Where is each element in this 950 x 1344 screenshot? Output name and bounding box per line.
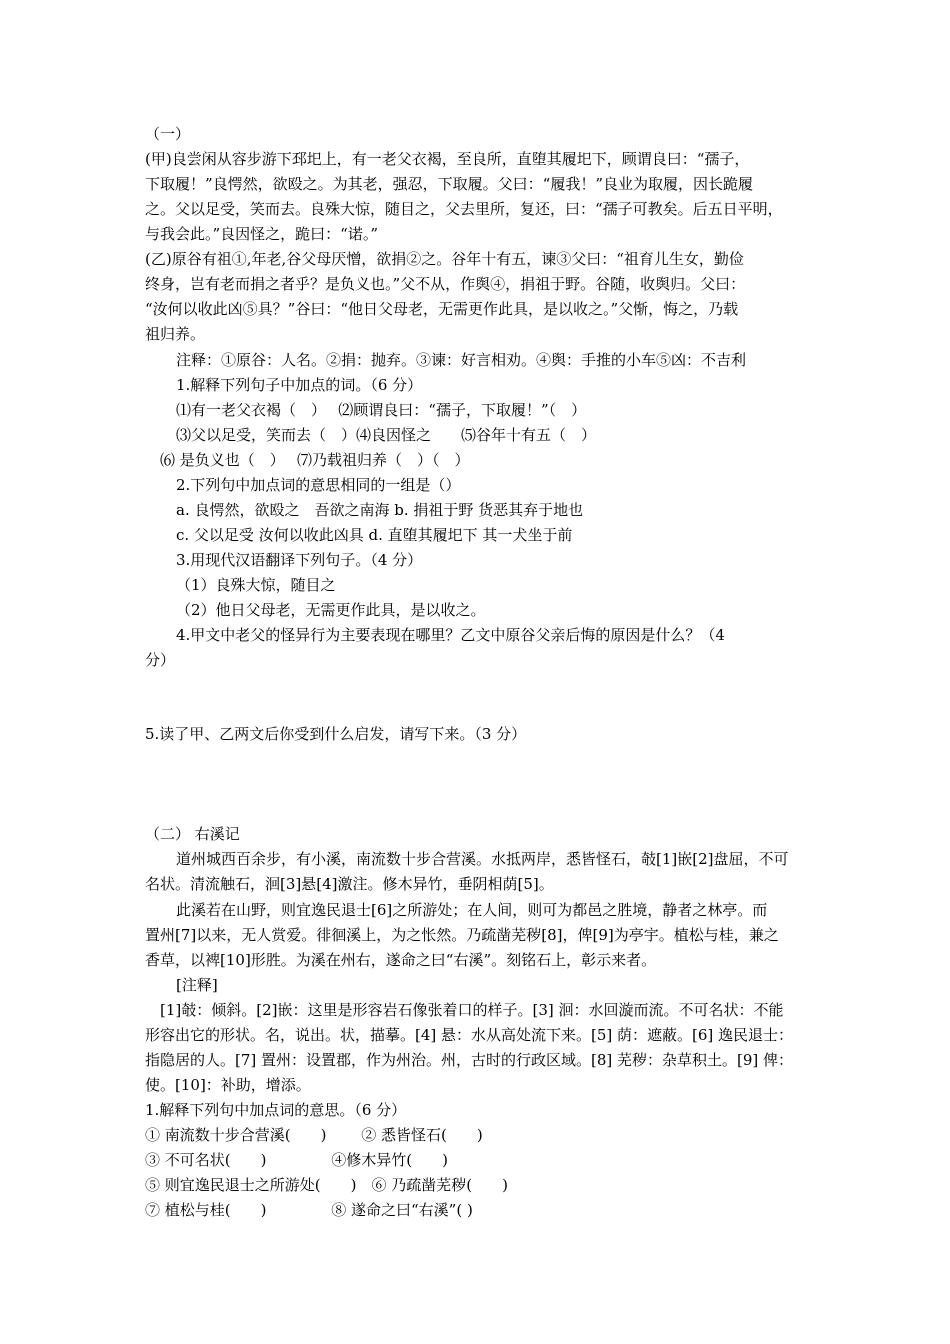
- question-1-row: ⑶父以足受，笑而去（ ）⑷良因怪之 ⑸谷年十有五（ ）: [176, 426, 597, 444]
- question2-1-stem: 1.解释下列句中加点词的意思。（6 分）: [145, 1101, 407, 1119]
- section1-heading: （一）: [145, 125, 191, 143]
- passage-jia-line: 下取履！”良愕然，欲殴之。为其老，强忍，下取履。父曰：“履我！”良业为取履，因长跪履: [145, 175, 754, 193]
- passage-yi-line: 终身，岂有老而捐之者乎？是负义也。”父不从，作舆④，捐祖于野。谷随，收舆归。父曰：: [145, 275, 746, 293]
- passage-yi-line: “汝何以收此凶⑤具？”谷曰：“他日父母老，无需更作此具，是以收之。”父惭，悔之，乃载: [145, 300, 739, 318]
- question-2-stem: 2.下列句中加点词的意思相同的一组是（）: [176, 476, 461, 494]
- question-4-line: 分）: [145, 651, 176, 669]
- question2-1-row: ⑤ 则宜逸民退士之所游处( ) ⑥ 乃疏凿芜秽( ): [145, 1176, 508, 1194]
- question-3-stem: 3.用现代汉语翻译下列句子。（4 分）: [176, 551, 423, 569]
- notes-line: 使。[10]：补助，增添。: [145, 1076, 311, 1094]
- section2-heading: （二） 右溪记: [145, 825, 240, 843]
- question2-1-row: ⑦ 植松与桂( ) ⑧ 遂命之曰“右溪”( ): [145, 1201, 473, 1219]
- question-3-sentence: （2）他日父母老，无需更作此具，是以收之。: [176, 601, 486, 619]
- annotation-note: 注释：①原谷：人名。②捐：抛弃。③谏：好言相劝。④舆：手推的小车⑤凶：不吉利: [176, 351, 747, 369]
- passage-yi-line: (乙)原谷有祖①,年老,谷父母厌憎，欲捐②之。谷年十有五，谏③父曰：“祖育儿生女，勤俭: [145, 250, 744, 268]
- question2-1-row: ③ 不可名状( ) ④修木异竹( ): [145, 1151, 448, 1169]
- notes-title: [注释]: [176, 976, 218, 994]
- passage-jia-line: 之。父以足受，笑而去。良殊大惊，随目之，父去里所，复还，曰：“孺子可教矣。后五日平明，: [145, 200, 783, 218]
- question-2-options-cd: c. 父以足受 汝何以收此凶具 d. 直堕其履圯下 其一犬坐于前: [176, 526, 573, 544]
- passage-jia-line: 与我会此。”良因怪之，跪曰：“诺。”: [145, 225, 379, 243]
- notes-line: 指隐居的人。[7] 置州：设置郡，作为州治。州，古时的行政区域。[8] 芜秽：杂草积土。[9] 俾：: [145, 1051, 794, 1069]
- question-5: 5.读了甲、乙两文后你受到什么启发，请写下来。（3 分）: [145, 725, 527, 743]
- notes-line: 形容出它的形状。名，说出。状，描摹。[4] 悬：水从高处流下来。[5] 荫：遮蔽。[6] 逸民退士：: [145, 1026, 794, 1044]
- question2-1-row: ① 南流数十步合营溪( ) ② 悉皆怪石( ): [145, 1126, 483, 1144]
- passage2-p2-line: 置州[7]以来，无人赏爱。徘徊溪上，为之怅然。乃疏凿芜秽[8]，俾[9]为亭宇。植松与桂，兼之: [145, 926, 779, 944]
- question-4-line: 4.甲文中老父的怪异行为主要表现在哪里？乙文中原谷父亲后悔的原因是什么？（4: [176, 626, 725, 644]
- passage-jia-line: (甲)良尝闲从容步游下邳圯上，有一老父衣褐，至良所，直堕其履圯下，顾谓良曰：“孺子，: [145, 150, 750, 168]
- question-3-sentence: （1）良殊大惊，随目之: [176, 576, 336, 594]
- passage2-p1-line: 道州城西百余步，有小溪，南流数十步合营溪。水抵两岸，悉皆怪石，攲[1]嵌[2]盘屈，不可: [176, 850, 789, 868]
- passage2-p2-line: 香草，以裨[10]形胜。为溪在州右，遂命之曰“右溪”。刻铭石上，彰示来者。: [145, 951, 657, 969]
- passage2-p1-line: 名状。清流触石，洄[3]悬[4]激注。修木异竹，垂阴相荫[5]。: [145, 875, 554, 893]
- question-1-stem: 1.解释下列句子中加点的词。（6 分）: [176, 376, 423, 394]
- passage-yi-line: 祖归养。: [145, 325, 206, 343]
- question-1-row: ⑴有一老父衣褐（ ） ⑵顾谓良曰：“孺子，下取履！”（ ）: [176, 401, 587, 419]
- question-2-options-ab: a. 良愕然，欲殴之 吾欲之南海 b. 捐祖于野 货恶其弃于地也: [176, 501, 584, 519]
- notes-line: [1]攲：倾斜。[2]嵌：这里是形容岩石像张着口的样子。[3] 洄：水回漩而流。不可名状：不能: [160, 1001, 784, 1019]
- passage2-p2-line: 此溪若在山野，则宜逸民退士[6]之所游处；在人间，则可为都邑之胜境，静者之林亭。而: [176, 901, 768, 919]
- question-1-row: ⑹ 是负义也（ ） ⑺乃载祖归养（ ）（ ）: [160, 451, 470, 469]
